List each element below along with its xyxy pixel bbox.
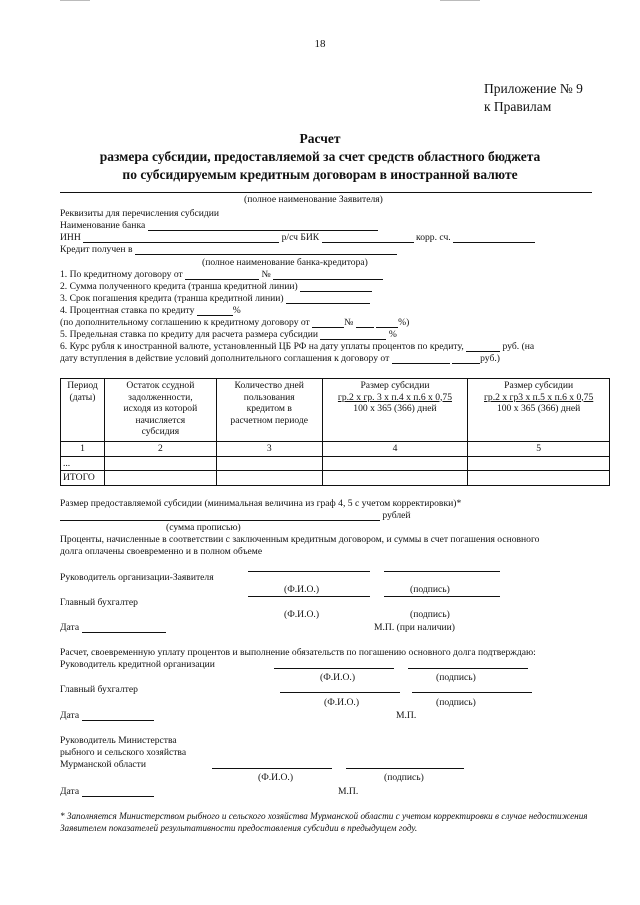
account-bik-label: р/сч БИК xyxy=(281,232,320,243)
header-balance-line: Остаток ссудной xyxy=(126,380,195,391)
ministry-head-label xyxy=(60,735,186,771)
head-credit-org-name-line[interactable] xyxy=(274,668,394,669)
table-cell[interactable] xyxy=(468,471,610,486)
column-number: 1 xyxy=(61,442,105,457)
interest-statement-1: Проценты, начисленные в соответствии с заключенным кредитным договором, и суммы в счет погашения основного xyxy=(60,534,540,545)
subsidy-rub-label: рублей xyxy=(382,510,411,521)
ministry-line: рыбного и сельского хозяйства xyxy=(60,747,187,758)
subsidy-amount-row xyxy=(60,510,411,521)
header-balance-line: исходя из которой xyxy=(123,403,198,414)
item-6 xyxy=(60,341,534,352)
corr-account-label: корр. сч. xyxy=(416,232,451,243)
exchange-rate-field[interactable] xyxy=(466,342,500,352)
header-days-line: пользования xyxy=(243,391,295,403)
header-balance-line: начисляется xyxy=(135,414,186,426)
table-cell[interactable] xyxy=(104,456,216,471)
date-row-3 xyxy=(60,786,154,797)
ministry-line: Руководитель Министерства xyxy=(60,735,177,746)
stamp: М.П. xyxy=(396,710,417,721)
item-5-percent: % xyxy=(388,329,397,340)
date-row-1 xyxy=(60,622,166,633)
item-1-number-label: № xyxy=(261,269,271,280)
head-applicant-name-line[interactable] xyxy=(248,571,370,572)
header-balance-line: субсидия xyxy=(141,426,180,437)
inn-label: ИНН xyxy=(60,232,81,243)
fio-caption: (Ф.И.О.) xyxy=(284,584,320,595)
header-subsidy-formula-1 xyxy=(322,379,468,442)
confirmation-text: Расчет, своевременную уплату процентов и выполнение обязательств по погашению основного долга подтверждаю: xyxy=(60,647,536,658)
appendix-line-2: к Правилам xyxy=(484,99,552,114)
item-6-addendum-rub: руб.) xyxy=(480,353,500,364)
table-cell[interactable] xyxy=(322,471,468,486)
item-6-addendum xyxy=(60,353,500,364)
applicant-caption: (полное наименование Заявителя) xyxy=(244,194,383,205)
subsidy-amount-field[interactable] xyxy=(60,511,380,521)
table-total-label: ИТОГО xyxy=(61,471,105,486)
table-cell[interactable] xyxy=(104,471,216,486)
footnote: * Заполняется Министерством рыбного и сельского хозяйства Мурманской области с учетом корректировки в случае недостижения Заявителем показателей результативности предоставления субсидии в предыдущем году. xyxy=(60,811,588,833)
header-days-line: Количество дней xyxy=(234,380,304,391)
table-header-row xyxy=(61,379,610,442)
item-6-rub: руб. (на xyxy=(502,341,535,352)
bank-name-label: Наименование банка xyxy=(60,220,146,231)
appendix-heading xyxy=(484,80,583,116)
table-row xyxy=(61,456,610,471)
item-4-label: 4. Процентная ставка по кредиту xyxy=(60,305,195,316)
formula-denominator: 100 х 365 (366) дней xyxy=(353,403,437,414)
chief-accountant-2-sign-line[interactable] xyxy=(412,692,532,693)
page-number: 18 xyxy=(314,38,326,50)
sign-caption: (подпись) xyxy=(436,697,476,708)
date-row-2 xyxy=(60,710,154,721)
header-period xyxy=(61,379,105,442)
addendum-date-field[interactable] xyxy=(312,318,344,328)
max-rate-field[interactable] xyxy=(320,330,386,340)
fio-caption: (Ф.И.О.) xyxy=(284,609,320,620)
credit-received-label: Кредит получен в xyxy=(60,244,133,255)
table-total-row xyxy=(61,471,610,486)
contract-date-field[interactable] xyxy=(185,270,259,280)
header-balance-line: задолженности, xyxy=(128,391,193,403)
applicant-line xyxy=(60,192,592,193)
title-line-2: размера субсидии, предоставляемой за счет средств областного бюджета xyxy=(99,149,541,164)
item-2-label: 2. Сумма полученного кредита (транша кредитной линии) xyxy=(60,281,298,292)
item-4-percent: % xyxy=(232,305,241,316)
header-days-line: расчетном периоде xyxy=(230,414,309,426)
header-period-line: Период xyxy=(67,380,98,391)
fio-caption: (Ф.И.О.) xyxy=(258,772,294,783)
requisites-heading: Реквизиты для перечисления субсидии xyxy=(60,208,220,219)
header-days xyxy=(216,379,322,442)
credit-bank-field[interactable] xyxy=(135,245,397,255)
item-3-label: 3. Срок погашения кредита (транша кредитной линии) xyxy=(60,293,284,304)
header-subsidy-formula-2 xyxy=(468,379,610,442)
chief-accountant-2-label: Главный бухгалтер xyxy=(60,684,138,695)
date-label: Дата xyxy=(60,622,80,633)
date-label: Дата xyxy=(60,710,80,721)
date-label: Дата xyxy=(60,786,80,797)
item-6-addendum-label: дату вступления в действие условий дополнительного соглашения к договору от xyxy=(60,353,390,364)
ministry-head-sign-line[interactable] xyxy=(346,768,464,769)
corr-account-field[interactable] xyxy=(453,233,535,243)
chief-accountant-label: Главный бухгалтер xyxy=(60,597,138,608)
formula-denominator: 100 х 365 (366) дней xyxy=(496,403,581,414)
scan-edge-mark xyxy=(440,0,480,1)
fio-caption: (Ф.И.О.) xyxy=(320,672,356,683)
sign-caption: (подпись) xyxy=(384,772,424,783)
addendum-rate-field[interactable] xyxy=(376,318,398,328)
header-balance xyxy=(104,379,216,442)
bank-name-row xyxy=(60,220,378,231)
header-period-line: (даты) xyxy=(69,391,96,403)
header-subsidy-title: Размер субсидии xyxy=(360,380,430,391)
chief-accountant-2-name-line[interactable] xyxy=(280,692,400,693)
head-applicant-label: Руководитель организации-Заявителя xyxy=(60,572,214,583)
item-5 xyxy=(60,329,397,340)
item-1-label: 1. По кредитному договору от xyxy=(60,269,183,280)
column-number: 3 xyxy=(216,442,322,457)
table-cell[interactable] xyxy=(216,471,322,486)
sign-caption: (подпись) xyxy=(410,584,450,595)
item-5-label: 5. Предельная ставка по кредиту для расчета размера субсидии xyxy=(60,329,319,340)
table-cell[interactable] xyxy=(468,456,610,471)
column-number: 2 xyxy=(104,442,216,457)
table-number-row xyxy=(61,442,610,457)
item-6-label: 6. Курс рубля к иностранной валюте, установленный ЦБ РФ на дату уплаты процентов по кредиту, xyxy=(60,341,464,352)
credit-amount-field[interactable] xyxy=(300,282,372,292)
stamp-optional: М.П. (при наличии) xyxy=(374,622,455,633)
date-field[interactable] xyxy=(82,623,166,633)
fio-caption: (Ф.И.О.) xyxy=(324,697,360,708)
item-3 xyxy=(60,293,370,304)
scan-edge-mark xyxy=(60,0,90,1)
head-credit-org-label: Руководитель кредитной организации xyxy=(60,659,215,670)
head-applicant-sign-line[interactable] xyxy=(384,571,500,572)
calculation-table xyxy=(60,378,610,486)
header-days-line: кредитом в xyxy=(246,403,292,414)
addendum-date-field-2[interactable] xyxy=(392,354,450,364)
table-cell[interactable] xyxy=(216,456,322,471)
interest-rate-field[interactable] xyxy=(197,306,233,316)
chief-accountant-sign-line[interactable] xyxy=(384,596,500,597)
bik-field[interactable] xyxy=(322,233,414,243)
bank-name-field[interactable] xyxy=(148,221,378,231)
column-number: 4 xyxy=(322,442,468,457)
title-line-1: Расчет xyxy=(299,131,341,146)
formula-numerator: гр.2 х гр. 3 х п.4 х п.6 х 0,75 xyxy=(337,391,452,403)
stamp: М.П. xyxy=(338,786,359,797)
appendix-line-1: Приложение № 9 xyxy=(484,81,583,96)
credit-received-row xyxy=(60,244,397,255)
ministry-head-name-line[interactable] xyxy=(212,768,332,769)
item-4 xyxy=(60,305,241,316)
addendum-rate-field-2[interactable] xyxy=(452,354,480,364)
repayment-term-field[interactable] xyxy=(286,294,370,304)
item-2 xyxy=(60,281,372,292)
item-4-addendum-label: (по дополнительному соглашению к кредитному договору от xyxy=(60,317,310,328)
item-4-addendum-number-label: № xyxy=(344,317,354,328)
date-field[interactable] xyxy=(82,787,154,797)
sum-in-words-caption: (сумма прописью) xyxy=(166,522,241,533)
formula-numerator: гр.2 х гр3 х п.5 х п.6 х 0,75 xyxy=(484,391,594,403)
sign-caption: (подпись) xyxy=(410,609,450,620)
inn-row xyxy=(60,232,535,243)
inn-field[interactable] xyxy=(83,233,279,243)
head-credit-org-sign-line[interactable] xyxy=(408,668,528,669)
chief-accountant-name-line[interactable] xyxy=(248,596,370,597)
addendum-number-field[interactable] xyxy=(356,318,374,328)
item-1 xyxy=(60,269,383,280)
contract-number-field[interactable] xyxy=(273,270,383,280)
table-cell[interactable] xyxy=(322,456,468,471)
ministry-line: Мурманской области xyxy=(60,759,146,770)
date-field[interactable] xyxy=(82,711,154,721)
item-4-addendum xyxy=(60,317,409,328)
item-4-addendum-percent: %) xyxy=(398,317,410,328)
bank-caption: (полное наименование банка-кредитора) xyxy=(202,257,368,268)
table-ellipsis: ... xyxy=(61,456,105,471)
sign-caption: (подпись) xyxy=(436,672,476,683)
title-line-3: по субсидируемым кредитным договорам в иностранной валюте xyxy=(122,167,518,182)
subsidy-size-label: Размер предоставляемой субсидии (минимальная величина из граф 4, 5 с учетом корректировки)* xyxy=(60,498,462,509)
column-number: 5 xyxy=(468,442,610,457)
interest-statement-2: долга оплачены своевременно и в полном объеме xyxy=(60,546,263,557)
header-subsidy-title: Размер субсидии xyxy=(504,380,574,391)
